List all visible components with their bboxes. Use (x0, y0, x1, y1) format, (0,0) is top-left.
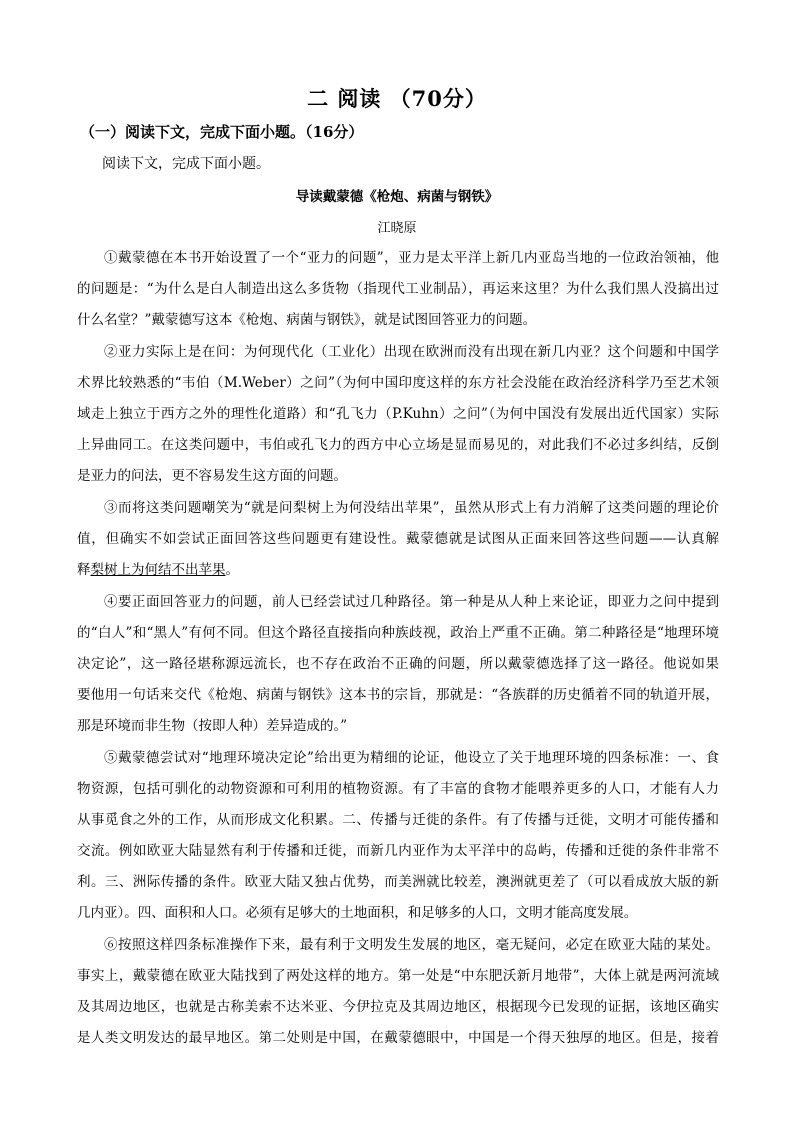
paragraph-5-line-3: 从事觅食之外的工作，从而形成文化积累。二、传播与迁徙的条件。有了传播与迁徙，文明才可能传播和 (77, 812, 719, 828)
paragraph-2-line-4: 上异曲同工。在这类问题中，韦伯或孔飞力的西方中心立场是显而易见的，对此我们不必过多纠结，反倒 (77, 437, 719, 453)
paragraph-1-line-2: 的问题是：“为什么是白人制造出这么多货物（指现代工业制品），再运来这里？为什么我们黑人没搞出过 (77, 281, 719, 297)
paragraph-4-line-5: 那是环境而非生物（按即人种）差异造成的。” (77, 718, 348, 734)
paragraph-5-line-2: 物资源，包括可驯化的动物资源和可利用的植物资源。有了丰富的食物才能喂养更多的人口，才能有人力 (77, 781, 719, 797)
paragraph-3-line-1: ③而将这类问题嘲笑为“就是问梨树上为何没结出苹果”，虽然从形式上有力消解了这类问题的理论价 (104, 500, 719, 516)
paragraph-4-line-1: ④要正面回答亚力的问题，前人已经尝试过几种路径。第一种是从人种上来论证，即亚力之问中提到 (104, 594, 719, 610)
paragraph-3-line-3-end: 。 (225, 562, 239, 578)
paragraph-5-line-4: 交流。例如欧亚大陆显然有利于传播和迁徙，而新几内亚作为太平洋中的岛屿，传播和迁徙的条件非常不 (77, 843, 719, 859)
paragraph-4-line-3: 决定论”，这一路径堪称源远流长，也不存在政治不正确的问题，所以戴蒙德选择了这一路径。他说如果 (77, 656, 719, 672)
paragraph-4-line-4: 要他用一句话来交代《枪炮、病菌与钢铁》这本书的宗旨，那就是：“各族群的历史循着不同的轨道开展， (77, 687, 719, 703)
paragraph-3-line-3-start: 释 (77, 562, 91, 578)
part-heading: （一）阅读下文，完成下面小题。（16分） (80, 123, 364, 141)
paragraph-1-line-3: 什么名堂？”戴蒙德写这本《枪炮、病菌与钢铁》，就是试图回答亚力的问题。 (77, 312, 537, 328)
paragraph-6-line-4: 是人类文明发达的最早地区。第二处则是中国，在戴蒙德眼中，中国是一个得天独厚的地区。但是，接着 (77, 1030, 719, 1046)
paragraph-6-line-1: ⑥按照这样四条标准操作下来，最有利于文明发生发展的地区，毫无疑问，必定在欧亚大陆的某处。 (104, 937, 719, 953)
underlined-phrase: 梨树上为何结不出苹果 (90, 562, 226, 578)
article-author: 江晓原 (377, 221, 417, 236)
paragraph-5-line-5: 利。三、洲际传播的条件。欧亚大陆又独占优势，而美洲就比较差，澳洲就更差了（可以看成放大版的新 (77, 874, 719, 890)
article-title: 导读戴蒙德《枪炮、病菌与钢铁》 (295, 189, 499, 205)
paragraph-5-line-6: 几内亚）。四、面积和人口。必须有足够大的土地面积，和足够多的人口，文明才能高度发展。 (77, 905, 638, 921)
paragraph-2-line-3: 域走上独立于西方之外的理性化道路）和“孔飞力（P.Kuhn）之问”（为何中国没有发展出近代国家）实际 (77, 406, 719, 422)
paragraph-4-line-2: 的“白人”和“黑人”有何不同。但这个路径直接指向种族歧视，政治上严重不正确。第二种路径是“地理环境 (77, 625, 719, 641)
paragraph-2-line-1: ②亚力实际上是在问：为何现代化（工业化）出现在欧洲而没有出现在新几内亚？这个问题和中国学 (104, 344, 719, 360)
section-title: 二 阅读 （70分） (307, 86, 487, 111)
paragraph-5-line-1: ⑤戴蒙德尝试对“地理环境决定论”给出更为精细的论证，他设立了关于地理环境的四条标准：一、食 (104, 750, 719, 766)
paragraph-1-line-1: ①戴蒙德在本书开始设置了一个“亚力的问题”，亚力是太平洋上新几内亚岛当地的一位政治领袖，他 (104, 250, 719, 266)
paragraph-3-line-3 (77, 560, 719, 580)
instruction-text: 阅读下文，完成下面小题。 (102, 156, 270, 172)
paragraph-2-line-5: 是亚力的问法，更不容易发生这方面的问题。 (77, 468, 347, 484)
paragraph-2-line-2: 术界比较熟悉的“韦伯（M.Weber）之问”（为何中国印度这样的东方社会没能在政治经济科学乃至艺术领 (77, 375, 719, 391)
paragraph-6-line-2: 事实上，戴蒙德在欧亚大陆找到了两处这样的地方。第一处是“中东肥沃新月地带”，大体上就是两河流域 (77, 968, 719, 984)
paragraph-6-line-3: 及其周边地区，也就是古称美索不达米亚、今伊拉克及其周边地区，根据现今已发现的证据，该地区确实 (77, 999, 719, 1015)
paragraph-3-line-2: 值，但确实不如尝试正面回答这些问题更有建设性。戴蒙德就是试图从正面来回答这些问题——认真解 (77, 531, 719, 547)
